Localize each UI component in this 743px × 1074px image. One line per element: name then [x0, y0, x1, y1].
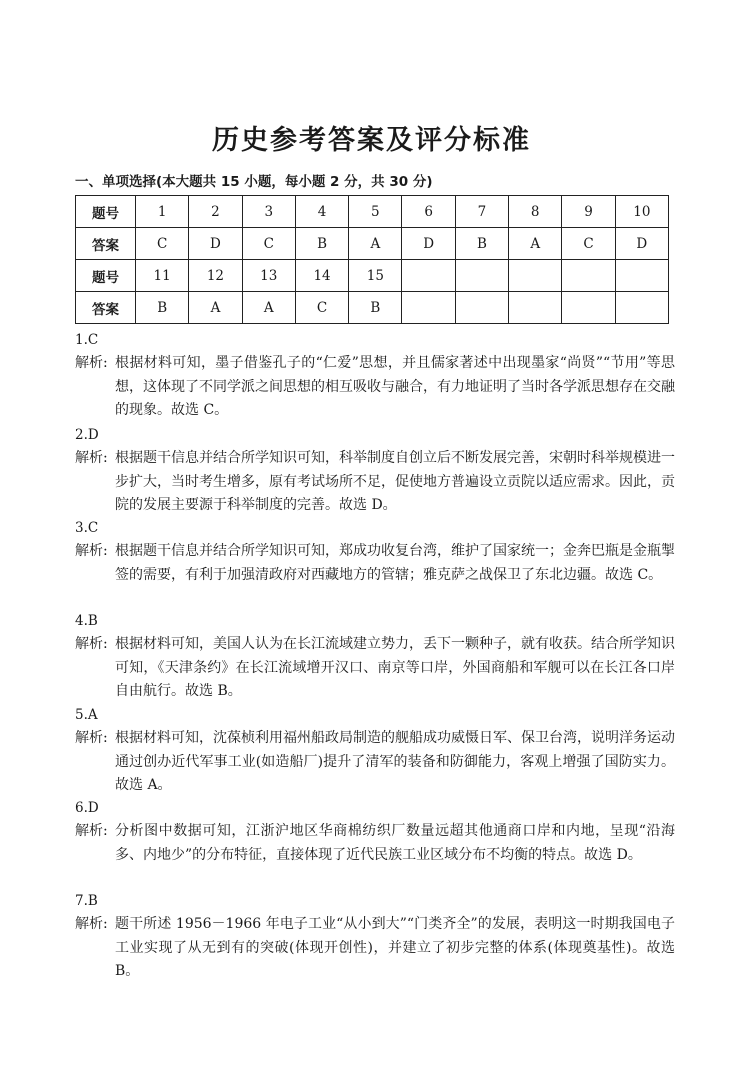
question-number-cell: 8	[509, 196, 562, 228]
explanation-block	[75, 633, 675, 704]
section-heading: 一、单项选择(本大题共 15 小题，每小题 2 分，共 30 分)	[75, 174, 433, 190]
question-number-cell: 5	[349, 196, 402, 228]
question-number-cell: 1	[136, 196, 189, 228]
explanation-block	[75, 447, 675, 518]
explanation-label: 解析:	[75, 916, 108, 932]
explanation-text: 根据题干信息并结合所学知识可知，郑成功收复台湾，维护了国家统一；金奔巴瓶是金瓶掣签的需要，有利于加强清政府对西藏地方的管辖；雅克萨之战保卫了东北边疆。故选 C。	[115, 543, 675, 583]
question-number-cell: 3	[242, 196, 295, 228]
answer-cell: B	[349, 292, 402, 324]
empty-cell	[402, 292, 455, 324]
empty-cell	[562, 260, 615, 292]
empty-cell	[402, 260, 455, 292]
answer-cell: B	[455, 228, 508, 260]
question-number-cell: 7	[455, 196, 508, 228]
explanation-text: 根据材料可知，沈葆桢利用福州船政局制造的舰船成功威慑日军、保卫台湾，说明洋务运动通过创办近代军事工业(如造船厂)提升了清军的装备和防御能力，客观上增强了国防实力。故选 A。	[115, 730, 675, 793]
page-title: 历史参考答案及评分标准	[212, 125, 531, 156]
answer-cell: C	[242, 228, 295, 260]
answer-cell: D	[402, 228, 455, 260]
answer-cell: A	[509, 228, 562, 260]
explanation-text: 根据材料可知，美国人认为在长江流域建立势力，丢下一颗种子，就有收获。结合所学知识可知，《天津条约》在长江流域增开汉口、南京等口岸，外国商船和军舰可以在长江各口岸自由航行。故选 B。	[115, 636, 675, 699]
question-number: 2.D	[75, 427, 99, 443]
question-number: 5.A	[75, 707, 98, 723]
table-row-answers-2	[76, 292, 669, 324]
answer-cell: C	[136, 228, 189, 260]
question-number-cell: 6	[402, 196, 455, 228]
question-number-cell: 14	[295, 260, 348, 292]
question-number: 4.B	[75, 613, 98, 629]
explanation-label: 解析:	[75, 355, 108, 371]
question-number-cell: 10	[615, 196, 668, 228]
question-number-cell: 15	[349, 260, 402, 292]
table-row-questions-1	[76, 196, 669, 228]
question-number: 3.C	[75, 520, 99, 536]
explanation-label: 解析:	[75, 730, 108, 746]
explanation-label: 解析:	[75, 543, 108, 559]
explanation-block	[75, 540, 675, 587]
answer-cell: D	[615, 228, 668, 260]
empty-cell	[455, 260, 508, 292]
answer-cell: C	[562, 228, 615, 260]
question-number-cell: 9	[562, 196, 615, 228]
question-number-cell: 12	[189, 260, 242, 292]
row-label-question: 题号	[76, 196, 136, 228]
explanation-text: 题干所述 1956－1966 年电子工业“从小到大”“门类齐全”的发展，表明这一时期我国电子工业实现了从无到有的突破(体现开创性)，并建立了初步完整的体系(体现奠基性)。故选 B。	[115, 916, 675, 979]
answer-cell: D	[189, 228, 242, 260]
table-row-answers-1	[76, 228, 669, 260]
empty-cell	[509, 260, 562, 292]
empty-cell	[455, 292, 508, 324]
empty-cell	[615, 260, 668, 292]
explanation-label: 解析:	[75, 636, 108, 652]
empty-cell	[509, 292, 562, 324]
explanation-label: 解析:	[75, 450, 108, 466]
answer-cell: A	[189, 292, 242, 324]
answer-cell: B	[295, 228, 348, 260]
empty-cell	[615, 292, 668, 324]
question-number-cell: 13	[242, 260, 295, 292]
row-label-question: 题号	[76, 260, 136, 292]
answer-cell: C	[295, 292, 348, 324]
question-number: 6.D	[75, 800, 99, 816]
question-number-cell: 2	[189, 196, 242, 228]
explanation-block	[75, 820, 675, 867]
row-label-answer: 答案	[76, 228, 136, 260]
explanation-block	[75, 727, 675, 798]
answer-cell: B	[136, 292, 189, 324]
explanation-label: 解析:	[75, 823, 108, 839]
answer-table	[75, 195, 669, 324]
question-number-cell: 4	[295, 196, 348, 228]
explanation-block	[75, 352, 675, 423]
question-number: 7.B	[75, 893, 98, 909]
explanation-text: 根据材料可知，墨子借鉴孔子的“仁爱”思想，并且儒家著述中出现墨家“尚贤”“节用”等思想，这体现了不同学派之间思想的相互吸收与融合，有力地证明了当时各学派思想存在交融的现象。故选 C。	[115, 355, 675, 418]
explanation-text: 分析图中数据可知，江浙沪地区华商棉纺织厂数量远超其他通商口岸和内地，呈现“沿海多、内地少”的分布特征，直接体现了近代民族工业区域分布不均衡的特点。故选 D。	[115, 823, 675, 863]
question-number-cell: 11	[136, 260, 189, 292]
question-number: 1.C	[75, 332, 99, 348]
empty-cell	[562, 292, 615, 324]
answer-cell: A	[349, 228, 402, 260]
table-row-questions-2	[76, 260, 669, 292]
row-label-answer: 答案	[76, 292, 136, 324]
explanation-text: 根据题干信息并结合所学知识可知，科举制度自创立后不断发展完善，宋朝时科举规模进一步扩大，当时考生增多，原有考试场所不足，促使地方普遍设立贡院以适应需求。因此，贡院的发展主要源于科举制度的完善。故选 D。	[115, 450, 675, 513]
answer-cell: A	[242, 292, 295, 324]
explanation-block	[75, 913, 675, 984]
